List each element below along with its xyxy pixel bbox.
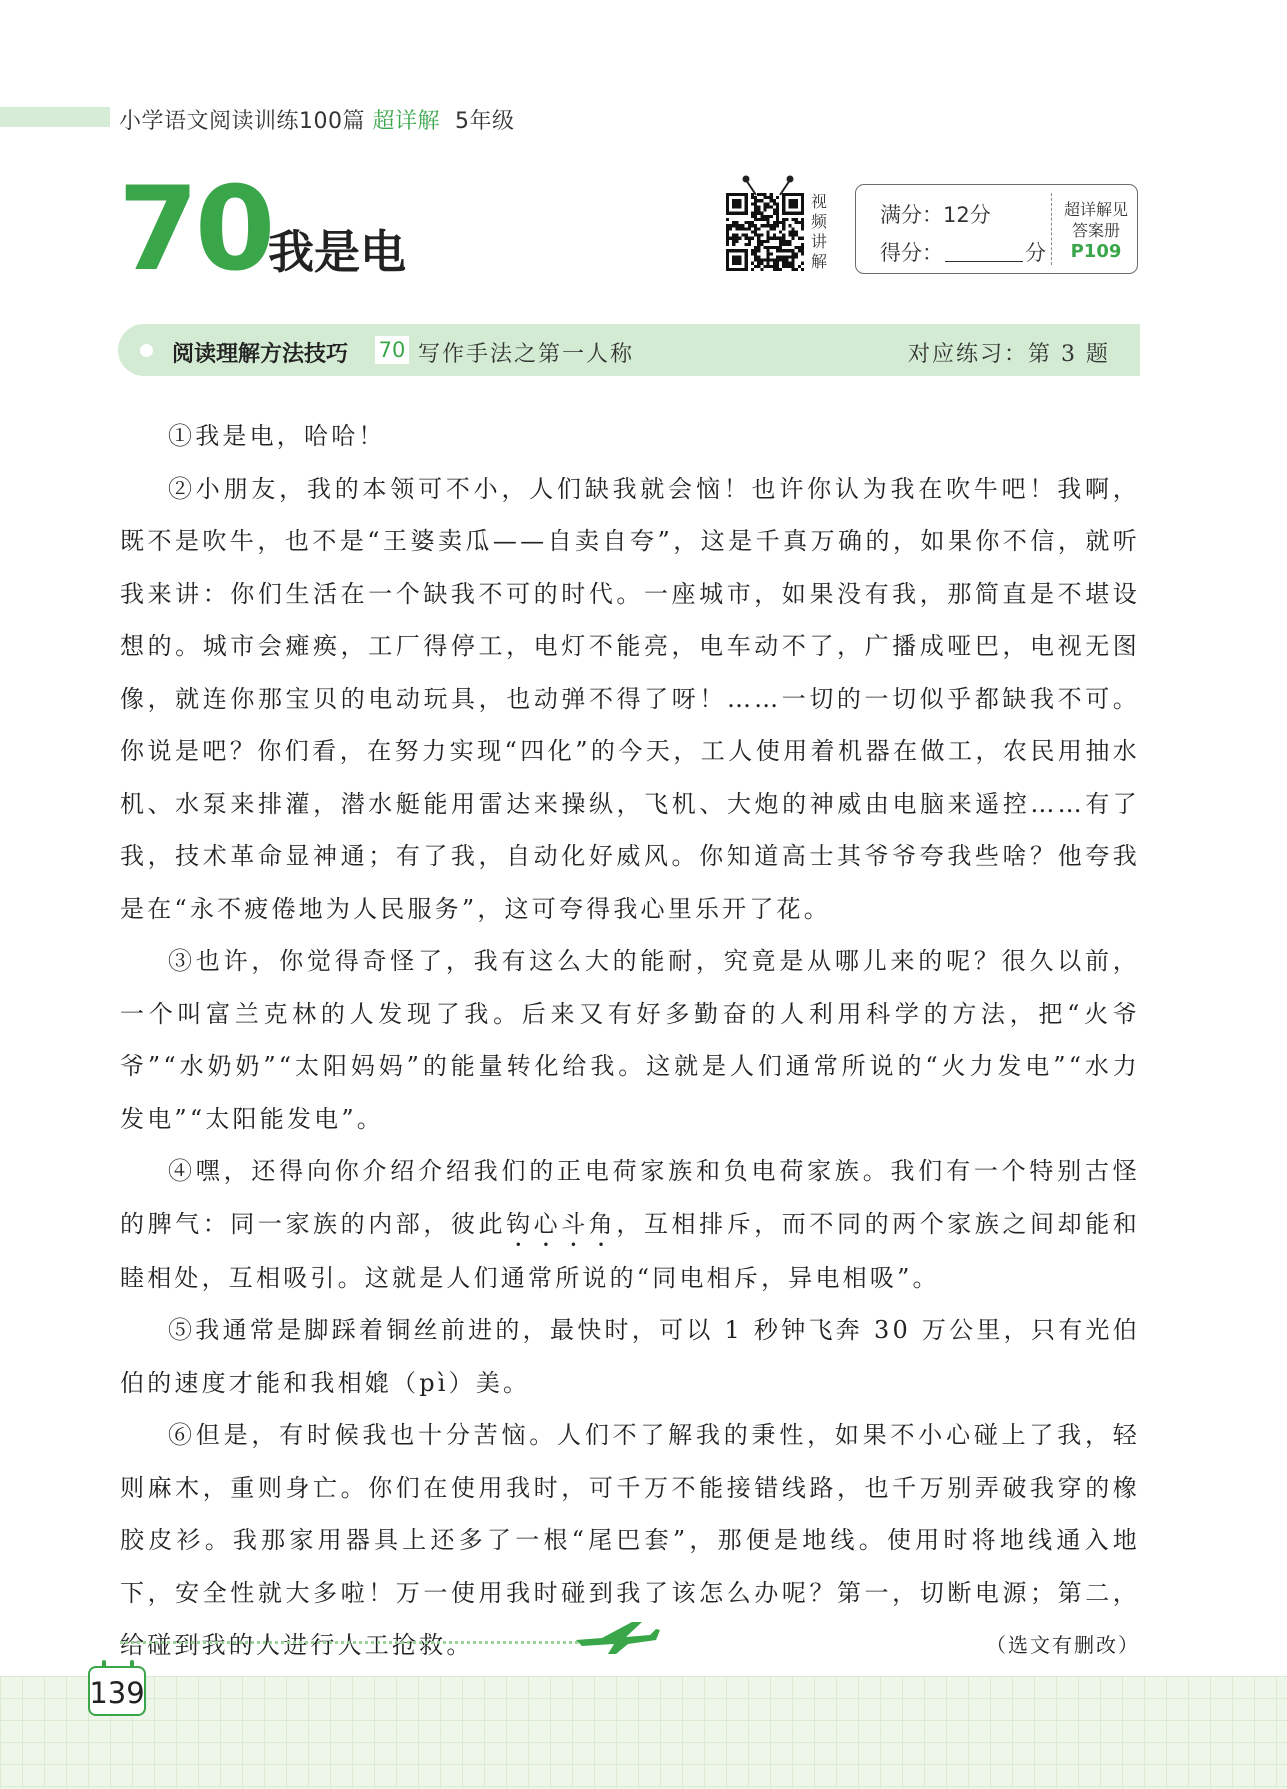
method-banner	[118, 324, 1140, 376]
source-note: （选文有删改）	[986, 1633, 1140, 1657]
answer-ref-line2: 答案册	[1071, 221, 1120, 240]
qr-label-char: 频	[810, 212, 827, 231]
answer-reference	[1056, 199, 1136, 262]
method-number: 70	[375, 336, 409, 364]
answer-ref-line1: 超详解见	[1063, 200, 1128, 219]
airplane-icon	[572, 1610, 660, 1656]
paragraph-2: ②小朋友，我的本领可不小，人们缺我就会恼！也许你认为我在吹牛吧！我啊，既不是吹牛，也不是“王婆卖瓜——自卖自夸”，这是千真万确的，如果你不信，就听我来讲：你们生活在一个缺我不可的时代。一座城市，如果没有我，那简直是不堪设想的。城市会瘫痪，工厂得停工，电灯不能亮，电车动不了，广播成哑巴，电视无图像，就连你那宝贝的电动玩具，也动弹不得了呀！……一切的一切似乎都缺我不可。你说是吧？你们看，在努力实现“四化”的今天，工人使用着机器在做工，农民用抽水机、水泵来排灌，潜水艇能用雷达来操纵，飞机、大炮的神威由电脑来遥控……有了我，技术革命显神通；有了我，自动化好威风。你知道高士其爷爷夸我些啥？他夸我是在“永不疲倦地为人民服务”，这可夸得我心里乐开了花。	[120, 474, 1140, 923]
score-field	[880, 237, 1046, 267]
paragraph-3: ③也许，你觉得奇怪了，我有这么大的能耐，究竟是从哪儿来的呢？很久以前，一个叫富兰克林的人发现了我。后来又有好多勤奋的人利用科学的方法，把“火爷爷”“水奶奶”“太阳妈妈”的能量转化给我。这就是人们通常所说的“火力发电”“水力发电”“太阳能发电”。	[120, 947, 1140, 1133]
page-number: 139	[89, 1676, 145, 1710]
grade-label: 5年级	[455, 109, 515, 134]
paragraph-4-part1: ④嘿，还得向你介绍介绍我们的正电荷家族和负电荷家族。我们有一个特别古怪的脾气：同一家族的内部，彼此	[120, 1157, 1140, 1238]
score-unit: 分	[1025, 241, 1046, 265]
qr-label-char: 讲	[810, 232, 827, 251]
practice-reference: 对应练习：第 3 题	[908, 342, 1110, 367]
score-label: 得分：	[880, 241, 943, 265]
lesson-number: 70	[118, 162, 272, 297]
emphasized-phrase: 钩心斗角	[506, 1209, 617, 1238]
method-topic: 写作手法之第一人称	[418, 342, 635, 367]
lesson-title: 我是电	[268, 225, 406, 279]
paragraph-4-part2: ，互相排斥，而不同的两个家族之间却能和睦相处，互相吸引。这就是人们通常所说的“同电相斥，异电相吸”。	[120, 1209, 1140, 1292]
score-divider	[1051, 193, 1052, 265]
paragraph-4	[120, 1145, 1140, 1304]
footer-grid-background	[0, 1676, 1287, 1789]
qr-label	[808, 192, 830, 272]
series-title	[119, 104, 515, 135]
paragraph-5: ⑤我通常是脚踩着铜丝前进的，最快时，可以 1 秒钟飞奔 30 万公里，只有光伯伯的速度才能和我相媲（pì）美。	[120, 1316, 1140, 1397]
series-name: 小学语文阅读训练100篇	[119, 109, 365, 134]
score-box	[855, 184, 1138, 274]
bullet-dot-icon	[140, 344, 153, 357]
series-highlight: 超详解	[372, 109, 441, 134]
article-body	[120, 410, 1140, 1672]
full-score: 满分：12分	[880, 203, 991, 227]
qr-code-icon[interactable]	[726, 192, 804, 272]
method-label: 阅读理解方法技巧	[172, 342, 349, 367]
header-accent-bar	[0, 107, 110, 127]
answer-page: P109	[1070, 241, 1122, 262]
paragraph-6: ⑥但是，有时候我也十分苦恼。人们不了解我的秉性，如果不小心碰上了我，轻则麻木，重则身亡。你们在使用我时，可千万不能接错线路，也千万别弄破我穿的橡胶皮衫。我那家用器具上还多了一根“尾巴套”，那便是地线。使用时将地线通入地下，安全性就大多啦！万一使用我时碰到我了该怎么办呢？第一，切断电源；第二，给碰到我的人进行人工抢救。	[120, 1421, 1140, 1659]
qr-label-char: 解	[810, 252, 827, 271]
paragraph-1: ①我是电，哈哈！	[168, 422, 386, 450]
score-blank[interactable]	[945, 243, 1023, 262]
dotted-divider	[120, 1641, 590, 1644]
qr-label-char: 视	[810, 192, 827, 211]
